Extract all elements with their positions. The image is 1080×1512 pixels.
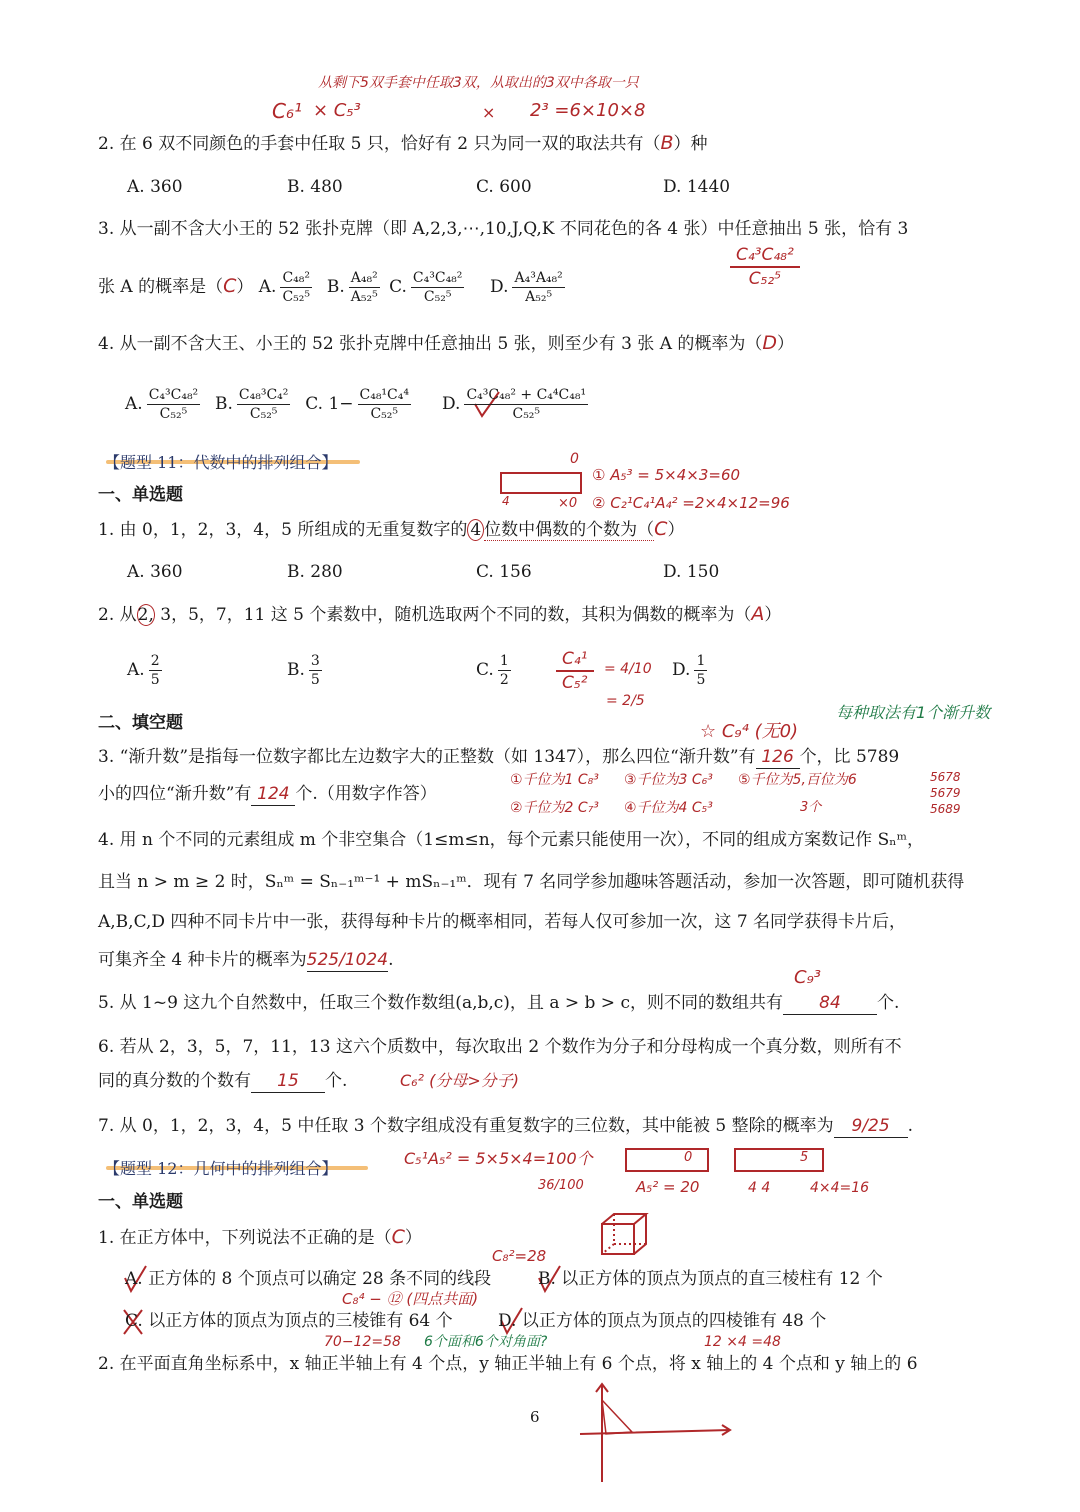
option: B. 280 xyxy=(287,562,343,582)
option: D. $\frac{1}{5}$ xyxy=(672,653,706,688)
cube-drawing xyxy=(598,1212,652,1258)
handwritten-note: C₆² (分母>分子) xyxy=(400,1071,519,1090)
handwritten-note: C₅¹A₅² = 5×5×4=100个 xyxy=(404,1149,593,1168)
coordinate-axes-drawing xyxy=(570,1378,740,1488)
handwritten-note: 5689 xyxy=(930,802,961,816)
question-2: 2. 从2, 3，5，7，11 这 5 个素数中，随机选取两个不同的数，其积为偶数的概率为（A） xyxy=(98,603,782,625)
handwritten-note: C₈²=28 xyxy=(492,1247,547,1265)
handwritten-note: 6个面和6个对角面? xyxy=(424,1334,548,1350)
section-title: 一、单选题 xyxy=(98,1192,183,1212)
question-3: 3. “渐升数”是指每一位数字都比左边数字大的正整数（如 1347），那么四位“渐升数”有 126 个，比 5789 xyxy=(98,747,900,767)
handwritten-note: ④千位为4 C₅³ xyxy=(624,800,713,816)
question-1: 1. 在正方体中，下列说法不正确的是（C） xyxy=(98,1226,422,1248)
handwritten-note: 5679 xyxy=(930,786,961,800)
handwritten-note: ② C₂¹C₄¹A₄² =2×4×12=96 xyxy=(592,494,790,512)
handwritten-note: 3个 xyxy=(800,800,822,815)
handwritten-note: = 2/5 xyxy=(606,693,645,709)
handwritten-note: 0 xyxy=(684,1150,693,1165)
question-6: 6. 若从 2，3，5，7，11，13 这六个质数中，每次取出 2 个数作为分子和分母构成一个真分数，则所有不 xyxy=(98,1037,902,1057)
handwritten-note: C₈⁴ − ⑫ (四点共面) xyxy=(342,1290,479,1308)
option-d: D. 以正方体的顶点为顶点的四棱锥有 48 个 xyxy=(498,1311,827,1331)
section-title: 一、单选题 xyxy=(98,485,183,505)
question-6-line2: 同的真分数的个数有 15 个. xyxy=(98,1071,348,1091)
option: A. 360 xyxy=(127,562,183,582)
option-b: B. 以正方体的顶点为顶点的直三棱柱有 12 个 xyxy=(538,1269,883,1289)
handwritten-note: 4 4 xyxy=(748,1180,771,1196)
option: A. 360 xyxy=(127,177,183,197)
handwritten-note: 0 xyxy=(570,451,579,467)
section-header: 【题型 11：代数中的排列组合】 xyxy=(104,453,338,472)
option: C. $\frac{1}{2}$ xyxy=(476,653,509,688)
question-4-options: A. $\frac{\text{C₄³C₄₈²}}{\text{C₅₂⁵}}$ B. $\frac{\text{C₄₈³C₄²}}{\text{C₅₂⁵}}$ C. 1− $\frac{\text{C₄₈¹C₄⁴}}{\text{C₅₂⁵}}$ D. $\frac{\text{C₄³C₄₈² + C₄⁴C₄₈¹}}{\text{C₅₂⁵}}$ xyxy=(125,387,587,422)
handwritten-note: ☆ C₉⁴ (无0) xyxy=(700,721,799,742)
option: C. 156 xyxy=(476,562,532,582)
option-c: C. 以正方体的顶点为顶点的三棱锥有 64 个 xyxy=(125,1311,453,1331)
handwritten-note: ②千位为2 C₇³ xyxy=(510,800,599,816)
handwritten-note: 36/100 xyxy=(538,1178,584,1193)
page-number: 6 xyxy=(530,1408,540,1426)
question-7: 7. 从 0，1，2，3，4，5 中任取 3 个数字组成没有重复数字的三位数，其中能被 5 整除的概率为 9/25 . xyxy=(98,1116,913,1136)
question-5: 5. 从 1~9 这九个自然数中，任取三个数作数组(a,b,c)，且 a > b > c，则不同的数组共有 84 个. xyxy=(98,993,900,1013)
digit-boxes-drawing xyxy=(625,1148,709,1172)
handwritten-note: 从剩下5双手套中任取3双，从取出的3双中各取一只 xyxy=(318,75,639,91)
question-4-line3: A,B,C,D 四种不同卡片中一张，获得每种卡片的概率相同，若每人仅可参加一次，这 7 名同学获得卡片后， xyxy=(98,912,907,932)
handwritten-note: 12 ×4 =48 xyxy=(704,1334,781,1350)
handwritten-fraction: C₄¹ C₅² xyxy=(556,648,594,694)
handwritten-note: ①千位为1 C₈³ xyxy=(510,772,599,788)
question-3-line2: 小的四位“渐升数”有 124 个.（用数字作答） xyxy=(98,784,437,804)
handwritten-note: ⑤千位为5,百位为6 xyxy=(738,772,857,788)
handwritten-note: 5678 xyxy=(930,770,961,784)
section-title: 二、填空题 xyxy=(98,713,183,733)
question-2: 2. 在平面直角坐标系中，x 轴正半轴上有 4 个点，y 轴正半轴上有 6 个点，将 x 轴上的 4 个点和 y 轴上的 6 xyxy=(98,1354,918,1374)
digit-boxes-drawing xyxy=(734,1148,824,1172)
digit-boxes-drawing xyxy=(500,472,582,494)
question-4: 4. 从一副不含大王、小王的 52 张扑克牌中任意抽出 5 张，则至少有 3 张 A 的概率为（D） xyxy=(98,332,795,354)
handwritten-note: 2³ =6×10×8 xyxy=(530,100,646,121)
question-1: 1. 由 0，1，2，3，4，5 所组成的无重复数字的 4 位数中偶数的个数为（C） xyxy=(98,518,685,540)
handwritten-note: 每种取法有1个渐升数 xyxy=(836,703,991,722)
question-3: 3. 从一副不含大小王的 52 张扑克牌（即 A,2,3,⋯,10,J,Q,K 不同花色的各 4 张）中任意抽出 5 张，恰有 3 xyxy=(98,219,909,239)
handwritten-note: A₅² = 20 xyxy=(636,1178,700,1196)
option: A. $\frac{2}{5}$ xyxy=(127,653,160,688)
handwritten-note: 4 xyxy=(502,494,510,508)
question-3-line2: 张 A 的概率是（C） A. $\frac{\text{C₄₈²}}{\text{C₅₂⁵}}$ B. $\frac{\text{A₄₈²}}{\text{A₅₂⁵}}$ C. $\frac{\text{C₄³C₄₈²}}{\text{C₅₂⁵}}$ D. $\frac{\text{A₄³A₄₈²}}{\text{A₅₂⁵}}$ xyxy=(98,270,563,305)
handwritten-note: = 4/10 xyxy=(604,661,652,677)
handwritten-note: 5 xyxy=(800,1150,809,1165)
handwritten-note: 4×4=16 xyxy=(810,1180,870,1196)
handwritten-note: C₉³ xyxy=(794,967,821,988)
question-4: 4. 用 n 个不同的元素组成 m 个非空集合（1≤m≤n，每个元素只能使用一次），不同的组成方案数记作 Sₙᵐ， xyxy=(98,830,925,850)
handwritten-note: × C₅³ xyxy=(313,100,361,121)
question-4-line4: 可集齐全 4 种卡片的概率为525/1024. xyxy=(98,950,394,970)
handwritten-note: × xyxy=(482,103,496,122)
handwritten-note: ① A₅³ = 5×4×3=60 xyxy=(592,466,741,484)
question-2: 2. 在 6 双不同颜色的手套中任取 5 只，恰好有 2 只为同一双的取法共有（B）种 xyxy=(98,132,708,154)
handwritten-fraction: C₄³C₄₈² C₅₂⁵ xyxy=(730,244,800,290)
option: C. 600 xyxy=(476,177,532,197)
question-4-line2: 且当 n > m ≥ 2 时，Sₙᵐ = Sₙ₋₁ᵐ⁻¹ + mSₙ₋₁ᵐ．现有 7 名同学参加趣味答题活动，参加一次答题，即可随机获得 xyxy=(98,872,965,892)
option-a: A. 正方体的 8 个顶点可以确定 28 条不同的线段 xyxy=(125,1269,492,1289)
option: B. $\frac{3}{5}$ xyxy=(287,653,320,688)
handwritten-note: C₆¹ xyxy=(272,99,302,123)
handwritten-note: ③千位为3 C₆³ xyxy=(624,772,713,788)
handwritten-note: 70−12=58 xyxy=(324,1334,401,1350)
handwritten-note: ×0 xyxy=(558,496,578,511)
section-header: 【题型 12：几何中的排列组合】 xyxy=(104,1159,338,1178)
option: B. 480 xyxy=(287,177,343,197)
option: D. 1440 xyxy=(663,177,731,197)
option: D. 150 xyxy=(663,562,720,582)
